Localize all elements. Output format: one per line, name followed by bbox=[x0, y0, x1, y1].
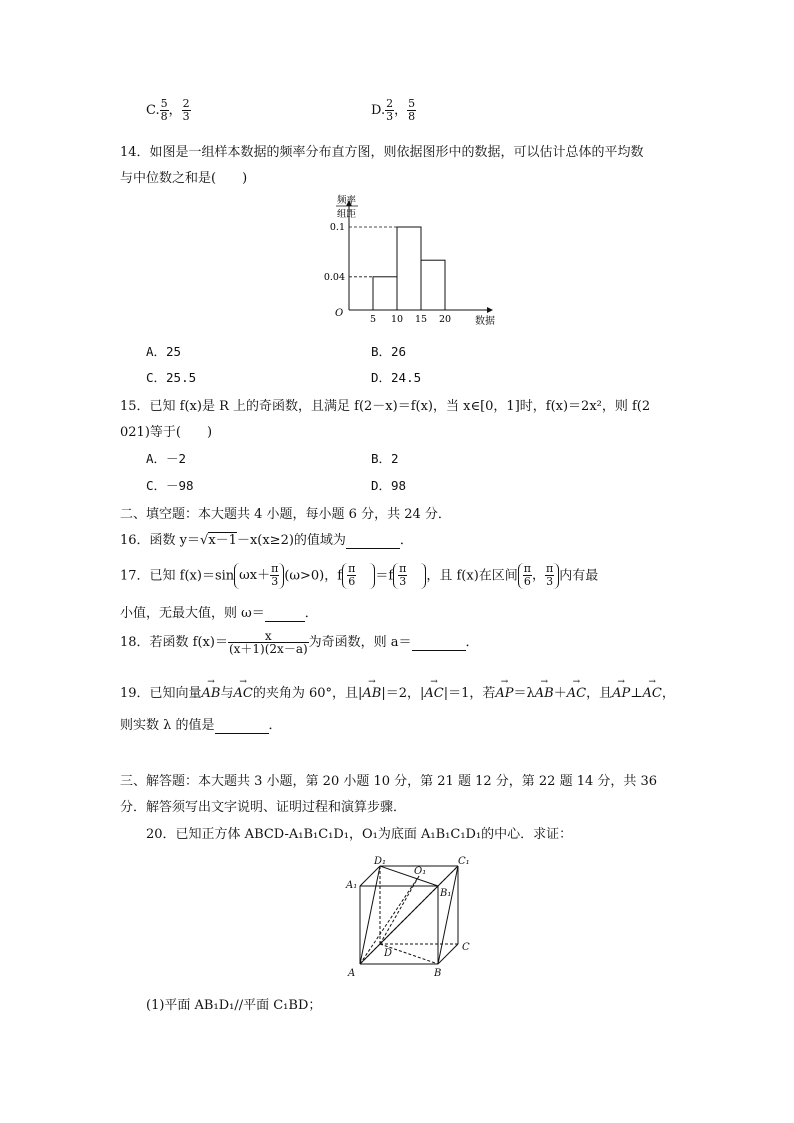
origin-label: O bbox=[335, 308, 344, 319]
q20-part1: (1)平面 AB₁D₁//平面 C₁BD； bbox=[146, 998, 322, 1013]
x-axis-arrow bbox=[487, 307, 493, 313]
q15-option-a: A．－2 bbox=[146, 451, 187, 466]
q14-stem-line1: 14．如图是一组样本数据的频率分布直方图，则依据图形中的数据，可以估计总体的平均数 bbox=[120, 145, 644, 160]
q19-stem-line2: 则实数 λ 的值是 ． bbox=[120, 718, 282, 733]
q18-answer-blank[interactable] bbox=[412, 635, 466, 651]
q13-option-c: C. $\frac{5}{8}$ ， $\frac{2}{3}$ bbox=[146, 97, 190, 123]
histogram-chart bbox=[315, 192, 505, 330]
vertex-b1: B₁ bbox=[440, 888, 452, 899]
section2-heading: 二、填空题：本大题共 4 小题，每小题 6 分，共 24 分． bbox=[120, 507, 451, 522]
vertex-a1: A₁ bbox=[346, 880, 358, 891]
y-tick-label: 0.04 bbox=[323, 271, 345, 283]
q15-stem-line1: 15．已知 f(x)是 R 上的奇函数，且满足 f(2－x)＝f(x)，当 x∈[0，1]时，f(x)＝2x²，则 f(2 bbox=[120, 399, 651, 414]
q19-stem-line1: 19．已知向量→ AB与→ AC的夹角为 60°，且|→ AB|＝2，|→ AC|＝1，若→ AP＝λ→ AB＋→ AC，且→ AP⊥→ AC， bbox=[120, 682, 675, 701]
q17-stem-line2: 小值，无最大值，则 ω＝ ． bbox=[120, 606, 318, 621]
q14-stem-line2: 与中位数之和是( ) bbox=[120, 171, 248, 186]
q19-answer-blank[interactable] bbox=[215, 718, 269, 734]
x-tick-label: 5 bbox=[369, 314, 377, 325]
x-axis-label: 数据 bbox=[475, 316, 495, 327]
x-tick-label: 20 bbox=[438, 314, 452, 325]
vertex-d1: D₁ bbox=[374, 856, 387, 867]
q14-option-a: A．25 bbox=[146, 344, 182, 359]
section3-heading-line1: 三、解答题：本大题共 3 小题，第 20 小题 10 分，第 21 题 12 分，第 22 题 14 分，共 36 bbox=[120, 774, 658, 789]
vertex-b: B bbox=[434, 968, 442, 979]
histogram-bar bbox=[397, 227, 421, 310]
q15-option-b: B．2 bbox=[371, 451, 399, 466]
q14-option-d: D．24.5 bbox=[371, 370, 422, 385]
vertex-c: C bbox=[462, 942, 470, 953]
y-tick-label: 0.1 bbox=[329, 222, 345, 233]
vertex-d: D bbox=[384, 948, 393, 959]
q20-stem: 20．已知正方体 ABCD-A₁B₁C₁D₁，O₁为底面 A₁B₁C₁D₁的中心．求证： bbox=[146, 827, 573, 842]
q17-answer-blank[interactable] bbox=[265, 606, 305, 622]
y-axis-label-numerator: 频率 bbox=[337, 195, 357, 206]
histogram-bar bbox=[373, 277, 397, 310]
cube-figure bbox=[340, 854, 480, 980]
q18-stem: 18．若函数 f(x)＝ $\frac{x}{(x+1)(2x-a)}$ 为奇函数，则 a＝ ． bbox=[120, 629, 479, 656]
vertex-c1: C₁ bbox=[458, 856, 470, 867]
q16-stem: 16．函数 y＝√x－1－x(x≥2)的值域为 ． bbox=[120, 533, 413, 548]
q16-answer-blank[interactable] bbox=[346, 533, 400, 549]
point-o1: O₁ bbox=[414, 866, 427, 877]
histogram-bar bbox=[421, 260, 445, 310]
x-tick-label: 10 bbox=[390, 314, 404, 325]
y-axis-label-denominator: 组距 bbox=[337, 209, 357, 220]
q15-option-d: D．98 bbox=[371, 478, 407, 493]
q14-option-c: C．25.5 bbox=[146, 370, 197, 385]
q15-option-c: C．－98 bbox=[146, 478, 194, 493]
q17-stem-line1: 17．已知 f(x)＝sin ωx＋ $\frac{\pi}{3}$ (ω>0)，f $\frac{\pi}{6}$ ＝f $\frac{\pi}{3}$ ，且 f(x)在区间 $\frac{\pi}{6}$ ， $\frac{\pi}{3}$ 内有最 bbox=[120, 562, 599, 588]
q14-option-b: B．26 bbox=[371, 344, 407, 359]
section3-heading-line2: 分．解答须写出文字说明、证明过程和演算步骤． bbox=[120, 800, 407, 815]
x-tick-label: 15 bbox=[414, 314, 428, 325]
q13-option-d: D. $\frac{2}{3}$ ， $\frac{5}{8}$ bbox=[371, 97, 416, 123]
q15-stem-line2: 021)等于( ) bbox=[120, 425, 213, 440]
vertex-a: A bbox=[348, 968, 356, 979]
